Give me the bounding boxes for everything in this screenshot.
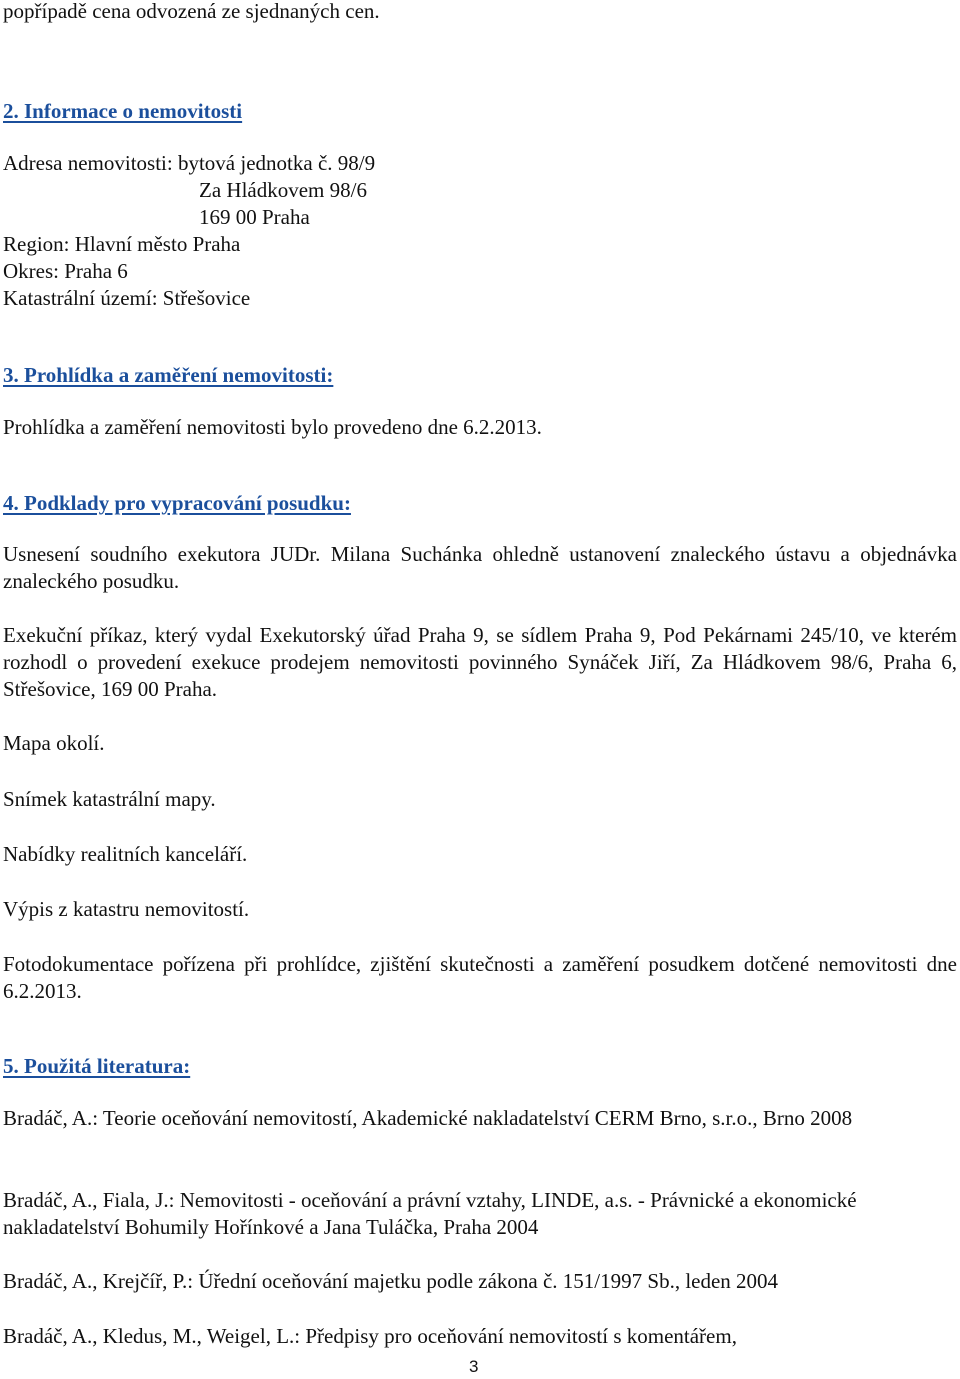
section-3-text: Prohlídka a zaměření nemovitosti bylo provedeno dne 6.2.2013. [3, 415, 542, 439]
literature-item: Bradáč, A.: Teorie oceňování nemovitostí, Akademické nakladatelství CERM Brno, s.r.o., Brno 2008 [3, 1106, 853, 1130]
literature-item: Bradáč, A., Fiala, J.: Nemovitosti - oceňování a právní vztahy, LINDE, a.s. - Právnické a ekonomické nakladatelství Bohumily Hořínkové a Jana Tuláčka, Praha 2004 [3, 1188, 857, 1239]
cadastral-area: Katastrální území: Střešovice [3, 286, 251, 310]
map-item: Mapa okolí. [3, 731, 105, 755]
district: Okres: Praha 6 [3, 259, 128, 283]
address-city: 169 00 Praha [199, 205, 310, 229]
top-fragment: popřípadě cena odvozená ze sjednaných cen. [3, 0, 380, 23]
section-4-heading: 4. Podklady pro vypracování posudku: [3, 491, 351, 515]
photo-documentation-paragraph: Fotodokumentace pořízena při prohlídce, zjištění skutečnosti a zaměření posudkem dotčené nemovitosti dne 6.2.2013. [3, 952, 957, 1003]
literature-item: Bradáč, A., Krejčíř, P.: Úřední oceňování majetku podle zákona č. 151/1997 Sb., leden 2004 [3, 1269, 779, 1293]
address-street: Za Hládkovem 98/6 [199, 178, 367, 202]
region: Region: Hlavní město Praha [3, 232, 241, 256]
resolution-paragraph: Usnesení soudního exekutora JUDr. Milana Suchánka ohledně ustanovení znaleckého ústavu a objednávka znaleckého posudku. [3, 542, 957, 593]
address-label-line: Adresa nemovitosti: bytová jednotka č. 98/9 [3, 151, 376, 175]
section-2-address-block [3, 150, 957, 312]
section-5-heading: 5. Použitá literatura: [3, 1054, 191, 1078]
literature-item: Bradáč, A., Kledus, M., Weigel, L.: Předpisy pro oceňování nemovitostí s komentářem, [3, 1324, 737, 1348]
section-3-heading: 3. Prohlídka a zaměření nemovitosti: [3, 363, 334, 387]
offers-item: Nabídky realitních kanceláří. [3, 842, 248, 866]
extract-item: Výpis z katastru nemovitostí. [3, 897, 250, 921]
section-2-heading: 2. Informace o nemovitosti [3, 99, 243, 123]
execution-order-paragraph: Exekuční příkaz, který vydal Exekutorský úřad Praha 9, se sídlem Praha 9, Pod Pekárnami 245/10, ve kterém rozhodl o provedení exekuce prodejem nemovitosti povinného Synáček Jiří, Za Hládkovem 98/6, Praha 6, Střešovice, 169 00 Praha. [3, 623, 957, 701]
document-page [3, 0, 957, 1379]
page-number: 3 [469, 1357, 479, 1376]
cadastral-map-item: Snímek katastrální mapy. [3, 787, 216, 811]
